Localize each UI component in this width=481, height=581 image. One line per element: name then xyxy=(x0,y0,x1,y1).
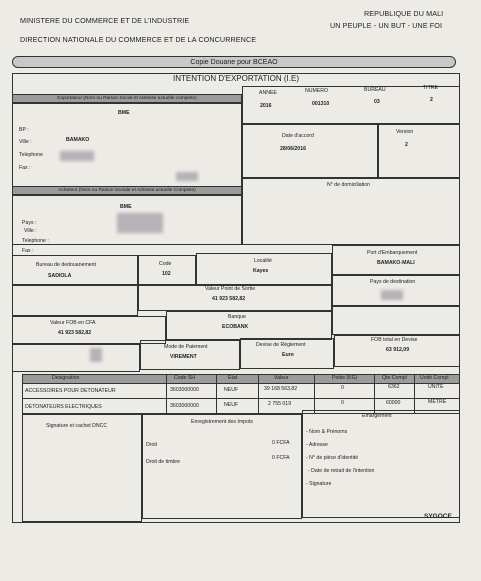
code-value: 102 xyxy=(162,271,171,277)
timbre-label: Droit de timbre xyxy=(146,459,181,465)
table-cell: 6362 xyxy=(388,384,400,390)
exporter-header-bar xyxy=(12,94,242,103)
emargement-item: - Signature xyxy=(306,481,332,487)
bureau-dedouanement-label: Bureau de dedouanement xyxy=(36,262,96,268)
exporter-ville-label: Ville : xyxy=(19,139,32,145)
table-cell: NEUF xyxy=(224,387,239,393)
port-value: BAMAKO-MALI xyxy=(377,260,415,266)
redacted-country xyxy=(381,290,403,300)
annee-label: ANNEE xyxy=(259,90,277,96)
table-cell: 39 168 563,82 xyxy=(264,386,298,392)
col-code-sh: Code SH xyxy=(174,375,196,381)
exporter-tel-label: Telephone xyxy=(19,152,43,158)
titre-label: TITRE xyxy=(423,85,438,91)
redacted-buyer xyxy=(117,213,163,233)
buyer-pays: Pays : xyxy=(22,220,37,226)
table-cell: DETONATEURS ELECTRIQUES xyxy=(25,404,102,410)
code-box xyxy=(138,255,196,285)
redacted-mark xyxy=(90,348,102,362)
bureau-value: 03 xyxy=(374,99,380,105)
fob-devise-value: 63 912,09 xyxy=(386,347,410,353)
accord-label: Date d'accord xyxy=(282,133,314,139)
col-valeur: Valeur xyxy=(274,375,289,381)
emargement-label: Emargement xyxy=(362,413,392,419)
mode-paiement-label: Mode de Paiement xyxy=(164,344,208,350)
localite-value: Kayes xyxy=(253,268,269,274)
emargement-box xyxy=(302,410,460,518)
motto: UN PEUPLE - UN BUT - UNE FOI xyxy=(330,21,443,30)
buyer-ville: Ville : xyxy=(24,228,37,234)
banque-box xyxy=(166,311,332,340)
pays-destination-label: Pays de destination xyxy=(370,279,416,285)
bureau-dedouanement-box xyxy=(12,255,138,285)
table-cell: 2 755 019 xyxy=(268,401,292,407)
droit-label: Droit xyxy=(146,442,157,448)
emargement-item: - Nom & Prénoms xyxy=(306,429,348,435)
redacted-field xyxy=(176,172,198,181)
table-cell: ACCESSOIRES POUR DETONATEUR xyxy=(25,388,116,394)
signature-label: Signature et cachet DNCC xyxy=(46,423,108,429)
banque-value: ECOBANK xyxy=(222,324,249,330)
col-designation: Designation xyxy=(52,375,80,381)
table-cell: 3603000000 xyxy=(170,387,199,393)
impots-label: Enregistrement des Impots xyxy=(191,419,253,425)
valeur-sortie-label: Valeur Point de Sortie xyxy=(205,286,256,292)
devise-label: Devise de Règlement xyxy=(256,342,306,348)
banque-label: Banque xyxy=(228,314,246,320)
table-cell: 0 xyxy=(341,400,344,406)
timbre-value: 0 FCFA xyxy=(272,455,290,461)
copy-label-banner xyxy=(12,56,456,68)
droit-value: 0 FCFA xyxy=(272,440,290,446)
exporter-ville: BAMAKO xyxy=(66,137,90,143)
bureau-dedouanement-value: SADIOLA xyxy=(48,273,72,279)
impots-box xyxy=(142,414,302,519)
accord-value: 28/06/2016 xyxy=(280,146,306,152)
mode-paiement-value: VIREMENT xyxy=(170,354,197,360)
exporter-fax-label: Fax : xyxy=(19,165,31,171)
empty-box xyxy=(12,285,138,316)
emargement-item: - Adresse xyxy=(306,442,328,448)
ministry-title: MINISTERE DU COMMERCE ET DE L'INDUSTRIE xyxy=(20,16,190,25)
direction-title: DIRECTION NATIONALE DU COMMERCE ET DE LA CONCURRENCE xyxy=(20,35,257,44)
republic-title: REPUBLIQUE DU MALI xyxy=(364,9,444,18)
fob-cfa-label: Valeur FOB en CFA xyxy=(50,320,96,326)
col-qte: Qte Compl xyxy=(382,375,407,381)
version-label: Version xyxy=(396,129,414,135)
version-value: 2 xyxy=(405,142,408,148)
table-cell: NEUF xyxy=(224,402,239,408)
table-cell: METRE xyxy=(428,399,447,405)
table-cell: 3603000000 xyxy=(170,403,199,409)
col-poids: Poids (KG) xyxy=(332,375,358,381)
port-label: Port d'Embarquement xyxy=(367,250,418,256)
col-unite: Unité Compl xyxy=(420,375,449,381)
version-box xyxy=(378,124,460,178)
table-cell: UNITE xyxy=(428,384,444,390)
emargement-item: - Date de retrait de l'intention xyxy=(308,468,375,474)
copy-label: Copie Douane pour BCEAO xyxy=(190,59,278,66)
table-cell: 0 xyxy=(341,385,344,391)
bureau-label: BUREAU xyxy=(364,87,386,93)
col-etat: Etat xyxy=(228,375,238,381)
buyer-header-bar xyxy=(12,186,242,195)
form-title: INTENTION D'EXPORTATION (I.E) xyxy=(173,74,299,83)
localite-label: Localité xyxy=(254,258,272,264)
numero-label: NUMERO xyxy=(305,88,329,94)
exporter-header: Exportateur (Nom ou Raison Social et Adresse actuelle complete) xyxy=(57,96,197,101)
devise-value: Euro xyxy=(282,352,294,358)
domiciliation-label: N° de domiciliation xyxy=(327,182,371,188)
goods-table xyxy=(22,374,460,414)
buyer-fax: Fax : xyxy=(22,248,34,254)
titre-value: 2 xyxy=(430,97,433,103)
table-cell: 60000 xyxy=(386,400,401,406)
numero-value: 001310 xyxy=(312,101,330,107)
exporter-bp: BP : xyxy=(19,127,29,133)
empty-box-right xyxy=(332,306,460,335)
valeur-sortie-value: 41 923 582,82 xyxy=(212,296,246,302)
buyer-header: Acheteur (Nom ou Raison Sociale et Adresse actuelle Complete) xyxy=(58,188,196,193)
signature-box xyxy=(22,414,142,522)
fob-cfa-value: 41 923 582,82 xyxy=(58,330,92,336)
emargement-item: - N° de pièce d'identité xyxy=(306,455,359,461)
empty-box-left xyxy=(12,344,140,372)
fob-devise-label: FOB total en Devise xyxy=(371,337,418,343)
code-label: Code xyxy=(159,261,172,267)
buyer-tel: Telephone : xyxy=(22,238,49,244)
exporter-name: BME xyxy=(118,110,130,116)
annee-value: 2016 xyxy=(260,103,272,109)
brand-label: SYGOCE xyxy=(424,513,452,520)
buyer-name: BME xyxy=(120,204,132,210)
redacted-phone xyxy=(60,151,94,161)
